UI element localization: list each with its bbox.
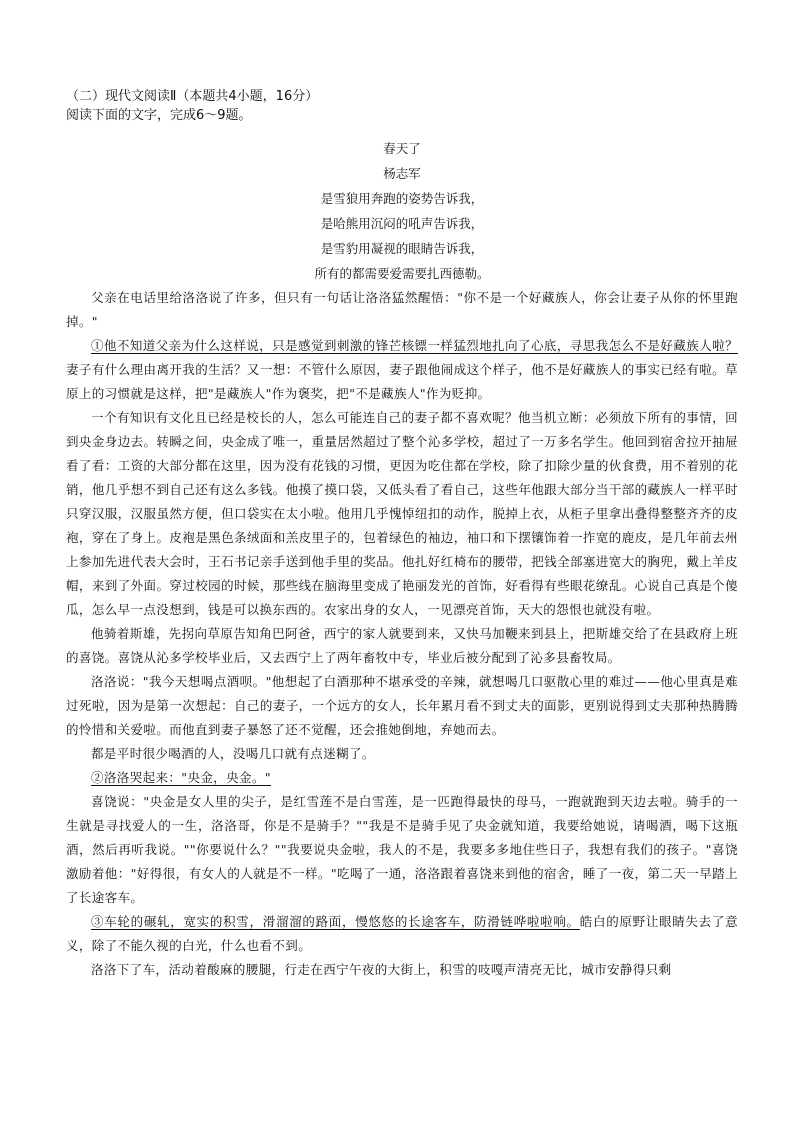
paragraph: 洛洛说："我今天想喝点酒呗。"他想起了白酒那种不堪承受的辛辣，就想喝几口驱散心里的难过——他心里真是难过死啦，因为是第一次想起：自己的妻子，一个远方的女人，长年累月看不到丈夫的面影，更别说得到丈夫那种热腾腾的怜惜和关爱啦。而他直到妻子暴怒了还不觉醒，还会推她倒地，弃她而去。 — [66, 674, 738, 737]
paragraph-text: 皓白的原野让眼睛失去了意义，除了不能久视的白光，什么也看不到。 — [66, 914, 738, 953]
underlined-sentence-3: ③车轮的碾轧，宽实的积雪，滑溜溜的路面，慢悠悠的长途客车，防滑链哗啦啦响。 — [91, 914, 580, 929]
paragraph: 父亲在电话里给洛洛说了许多，但只有一句话让洛洛猛然醒悟："你不是一个好藏族人，你会让妻子从你的怀里跑掉。" — [66, 290, 738, 329]
paragraph: 洛洛下了车，活动着酸麻的腰腿，行走在西宁午夜的大街上，积雪的吱嘎声清亮无比，城市安静得只剩 — [91, 962, 672, 977]
underlined-sentence-2: ②洛洛哭起来："央金，央金。" — [91, 770, 271, 785]
paragraph: 他骑着斯雄，先拐向草原告知角巴阿爸，西宁的家人就要到来，又快马加鞭来到县上，把斯雄交给了在县政府上班的喜饶。喜饶从沁多学校毕业后，又去西宁上了两年畜牧中专，毕业后被分配到了沁多县畜牧局。 — [66, 626, 738, 665]
poem-title: 春天了 — [383, 141, 421, 156]
paragraph — [66, 910, 738, 958]
section-title: （二）现代文阅读Ⅱ（本题共4小题，16分） — [66, 89, 319, 104]
instruction: 阅读下面的文字，完成6～9题。 — [66, 108, 252, 123]
paragraph-text: 妻子有什么理由离开我的生活？又一想：不管什么原因，妻子跟他闹成这个样子，他不是好藏族人的事实已经有啦。草原上的习惯就是这样，把"是藏族人"作为褒奖，把"不是藏族人"作为贬抑。 — [66, 362, 738, 401]
poem-line: 所有的都需要爱需要扎西德勒。 — [314, 266, 490, 281]
paragraph — [66, 334, 738, 406]
paragraph: 喜饶说："央金是女人里的尖子，是红雪莲不是白雪莲，是一匹跑得最快的母马，一跑就跑到天边去啦。骑手的一生就是寻找爱人的一生，洛洛哥，你是不是骑手？""我是不是骑手见了央金就知道，我要给她说，请喝酒，喝下这瓶酒，然后再听我说。""你要说什么？""我要说央金啦，我人的不是，我要多多地住些日子，我想有我们的孩子。"喜饶激励着他："好得很，有女人的人就是不一样。"吃喝了一通，洛洛跟着喜饶来到他的宿舍，睡了一夜，第二天一早踏上了长途客车。 — [66, 794, 738, 905]
poem-line: 是雪豹用凝视的眼睛告诉我， — [320, 241, 484, 256]
poem-line: 是雪狼用奔跑的姿势告诉我， — [320, 191, 484, 206]
paragraph: 一个有知识有文化且已经是校长的人，怎么可能连自己的妻子都不喜欢呢？他当机立断：必须放下所有的事情，回到央金身边去。转瞬之间，央金成了唯一，重量居然超过了整个沁多学校，超过了一万多名学生。他回到宿舍拉开抽屉看了看：工资的大部分都在这里，因为没有花钱的习惯，更因为吃住都在学校，除了扣除少量的伙食费，用不着别的花销，他几乎想不到自己还有这么多钱。他摸了摸口袋，又低头看了看自己，这些年他跟大部分当干部的藏族人一样平时只穿汉服，汉服虽然方便，但口袋实在太小啦。他用几乎愧悼纽扣的动作，脱掉上衣，从柜子里拿出叠得整整齐齐的皮袍，穿在了身上。皮袍是黑色条绒面和羔皮里子的，包着绿色的袖边，袖口和下摆镶饰着一拃宽的鹿皮，是几年前去州上参加先进代表大会时，王石书记亲手送到他手里的奖品。他扎好红椅布的腰带，把钱全部塞进宽大的胸兜，戴上羊皮帽，来到了外面。穿过校园的时候，那些线在脑海里变成了艳丽发光的首饰，好看得有些眼花缭乱。心说自己真是个傻瓜，怎么早一点没想到，钱是可以换东西的。农家出身的女人，一见漂亮首饰，天大的怨恨也就没有啦。 — [66, 410, 738, 617]
poem-author: 杨志军 — [383, 166, 421, 181]
poem-line: 是哈熊用沉闷的吼声告诉我， — [320, 216, 484, 231]
underlined-sentence-1: ①他不知道父亲为什么这样说，只是感觉到刺激的锋芒核镖一样猛烈地扎向了心底，寻思我怎么不是好藏族人啦？ — [91, 338, 738, 353]
paragraph: 都是平时很少喝酒的人，没喝几口就有点迷糊了。 — [91, 746, 375, 761]
document-page — [66, 88, 738, 982]
paragraph — [66, 766, 738, 790]
